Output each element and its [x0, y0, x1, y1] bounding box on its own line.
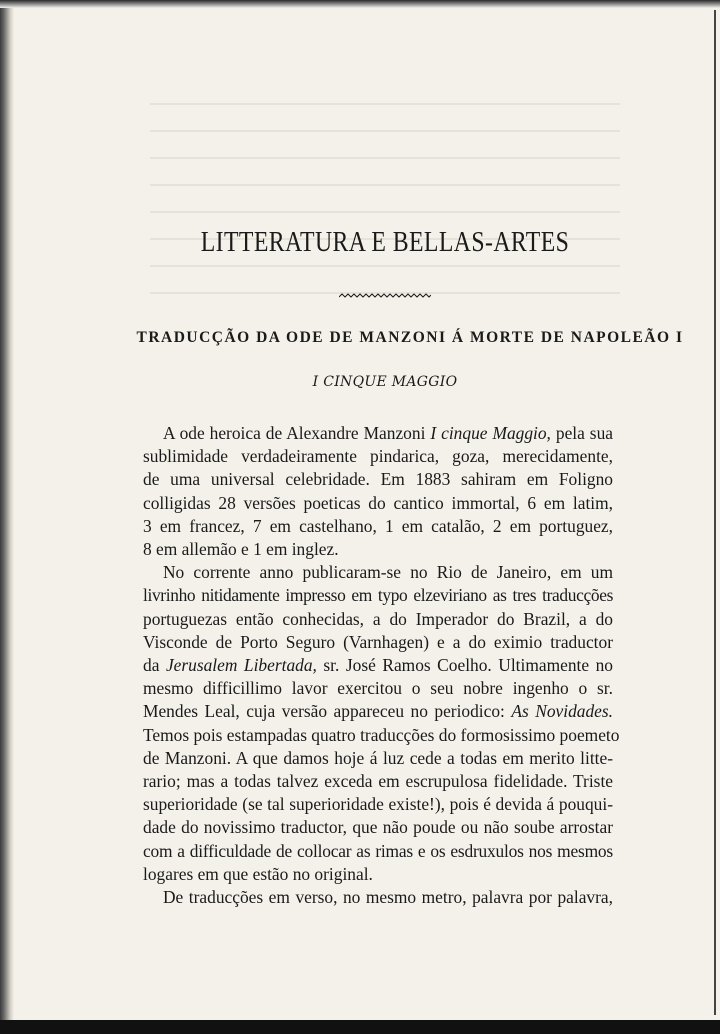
paragraph-2-line: Visconde de Porto Seguro (Varnhagen) e a do eximio traductor: [143, 631, 613, 652]
paragraph-1-last-line: 8 em allemão e 1 em inglez.: [143, 539, 339, 560]
title-ornament: [339, 293, 431, 299]
paragraph-1-line: sublimidade verdadeiramente pindarica, goza, merecidamente,: [143, 446, 613, 467]
poem-title: I cinque Maggio,: [430, 423, 551, 443]
paragraph-2-line: dade do novissimo traductor, que não poude ou não soube arrostar: [143, 817, 613, 838]
paragraph-2-line: rario; mas a todas talvez exceda em escrupulosa fidelidade. Triste: [143, 771, 613, 792]
section-title: LITTERATURA E BELLAS-ARTES: [200, 226, 570, 258]
article-body: [143, 422, 620, 909]
paragraph-2-line: da Jerusalem Libertada, sr. José Ramos Coelho. Ultimamente no: [143, 655, 613, 676]
paragraph-1-line: 3 em francez, 7 em castelhano, 1 em catalão, 2 em portuguez,: [143, 515, 613, 536]
page-binding-edge: [0, 0, 14, 1034]
paragraph-2-line: superioridade (se tal superioridade existe!), pois é devida á pouqui-: [143, 794, 613, 815]
paragraph-3-line: De traducções em verso, no mesmo metro, palavra por palavra,: [163, 887, 613, 908]
periodical-title: As Novidades.: [511, 701, 613, 722]
paragraph-2-line: Temos pois estampadas quatro traducções do formosissimo poemeto: [143, 724, 620, 745]
article-title: TRADUCÇÃO DA ODE DE MANZONI Á MORTE DE NAPOLEÃO I: [136, 329, 684, 346]
paragraph-2-line: No corrente anno publicaram-se no Rio de Janeiro, em um: [163, 562, 613, 583]
page-bottom-edge: [0, 1020, 720, 1034]
paragraph-2-line: Mendes Leal, cuja versão appareceu no periodico: As Novidades.: [143, 701, 613, 722]
paragraph-2-line: livrinho nitidamente impresso em typo elzeviriano as tres traducções: [143, 585, 613, 606]
book-title: Jerusalem Libertada,: [165, 655, 317, 676]
page-right-edge: [714, 10, 716, 1015]
paragraph-1-line: colligidas 28 versões poeticas do cantico immortal, 6 em latim,: [143, 492, 613, 513]
paragraph-1-line-1: A ode heroica de Alexandre Manzoni I cinque Maggio, pela sua: [163, 423, 613, 443]
paragraph-2-line: com a difficuldade de collocar as rimas e os esdruxulos nos mesmos: [143, 840, 613, 861]
bleed-through-text: [150, 85, 620, 295]
paragraph-1-line: de uma universal celebridade. Em 1883 sahiram em Foligno: [143, 469, 613, 490]
page-top-edge: [0, 0, 720, 8]
paragraph-2-line: mesmo difficillimo lavor exercitou o seu nobre ingenho o sr.: [143, 678, 613, 699]
paragraph-2-line: de Manzoni. A que damos hoje á luz cede a todas em merito litte-: [143, 747, 613, 768]
paragraph-2-last-line: logares em que estão no original.: [143, 863, 373, 884]
paragraph-2-line: portuguezas então conhecidas, a do Imperador do Brazil, a do: [143, 608, 613, 629]
article-subtitle: I CINQUE MAGGIO: [312, 374, 458, 390]
